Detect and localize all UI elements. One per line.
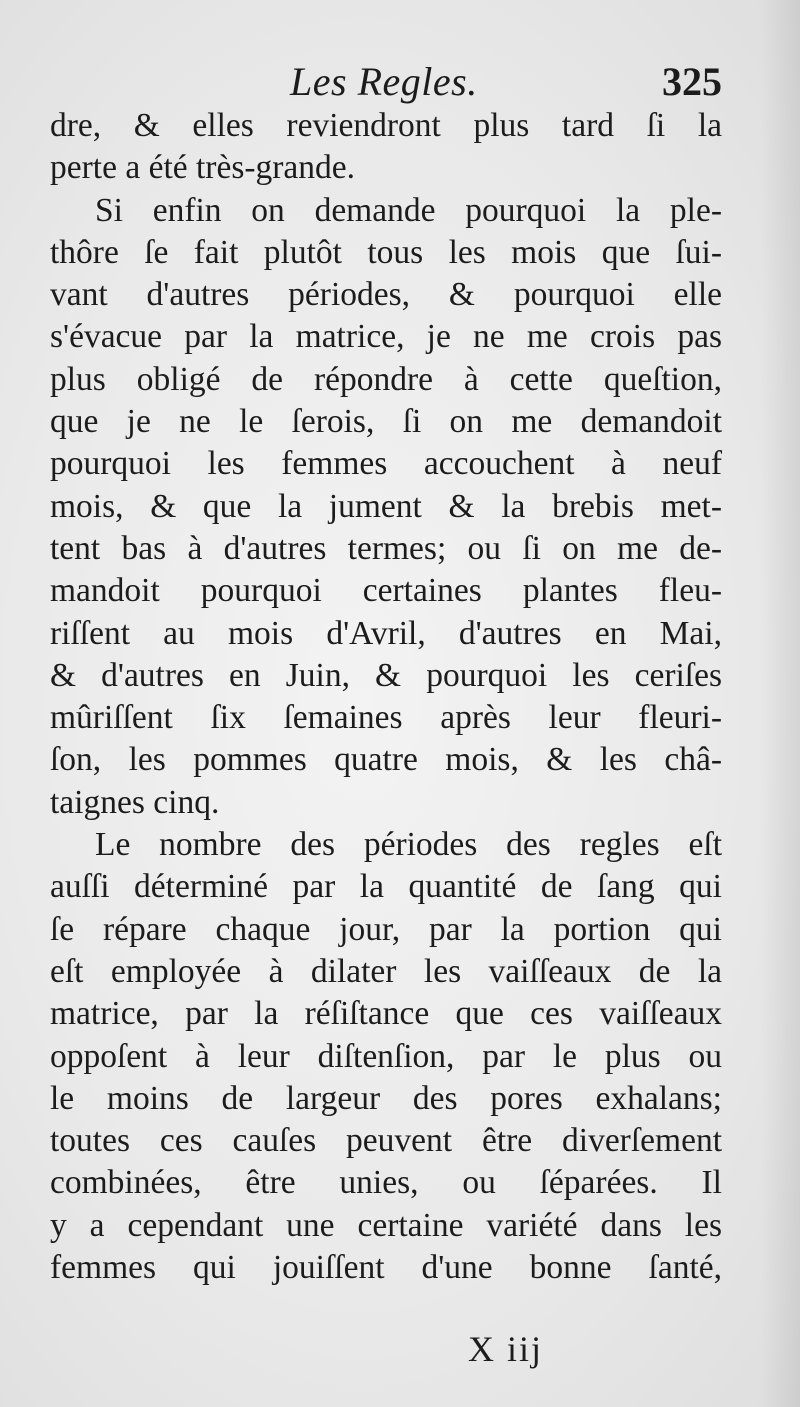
text-line: ſe répare chaque jour, par la portion qui — [50, 910, 722, 948]
text-line: que je ne le ſerois, ſi on me demandoit — [50, 403, 722, 441]
text-line: eſt employée à dilater les vaiſſeaux de la — [50, 952, 722, 990]
text-line: & d'autres en Juin, & pourquoi les ceriſes — [50, 656, 722, 694]
text-line: oppoſent à leur diſtenſion, par le plus ou — [50, 1037, 722, 1075]
text-line: mois, & que la jument & la brebis met- — [50, 487, 722, 525]
text-line: perte a été très-grande. — [50, 149, 356, 187]
text-line: le moins de largeur des pores exhalans; — [50, 1079, 722, 1117]
text-line: y a cependant une certaine variété dans les — [50, 1206, 722, 1244]
text-line: riſſent au mois d'Avril, d'autres en Mai, — [50, 614, 722, 652]
text-line: combinées, être unies, ou ſéparées. Il — [50, 1164, 722, 1202]
text-line: Si enfin on demande pourquoi la ple- — [95, 191, 722, 229]
text-line: plus obligé de répondre à cette queſtion, — [50, 360, 722, 398]
text-line: dre, & elles reviendront plus tard ſi la — [50, 107, 722, 144]
text-line: tent bas à d'autres termes; ou ſi on me de- — [50, 529, 722, 567]
text-line: thôre ſe fait plutôt tous les mois que ſui- — [50, 233, 722, 271]
text-line: matrice, par la réſiſtance que ces vaiſſeaux — [50, 995, 722, 1033]
page-edge-shadow — [760, 0, 800, 1407]
page-number: 325 — [662, 59, 722, 104]
text-line: pourquoi les femmes accouchent à neuf — [50, 445, 722, 483]
text-line: ſon, les pommes quatre mois, & les châ- — [50, 741, 722, 779]
signature-mark: X iij — [468, 1329, 544, 1369]
text-line: s'évacue par la matrice, je ne me crois pas — [50, 318, 722, 356]
text-line: mûriſſent ſix ſemaines après leur fleuri- — [50, 699, 722, 737]
running-head: Les Regles. — [290, 59, 478, 104]
text-line: Le nombre des périodes des regles eſt — [95, 826, 722, 864]
text-line: taignes cinq. — [50, 783, 220, 821]
text-line: femmes qui jouiſſent d'une bonne ſanté, — [50, 1249, 722, 1287]
text-line: auſſi déterminé par la quantité de ſang qui — [50, 868, 722, 906]
text-line: mandoit pourquoi certaines plantes fleu- — [50, 572, 722, 610]
text-line: toutes ces cauſes peuvent être diverſement — [50, 1122, 722, 1160]
text-body — [50, 105, 722, 1289]
text-line: vant d'autres périodes, & pourquoi elle — [50, 276, 722, 314]
